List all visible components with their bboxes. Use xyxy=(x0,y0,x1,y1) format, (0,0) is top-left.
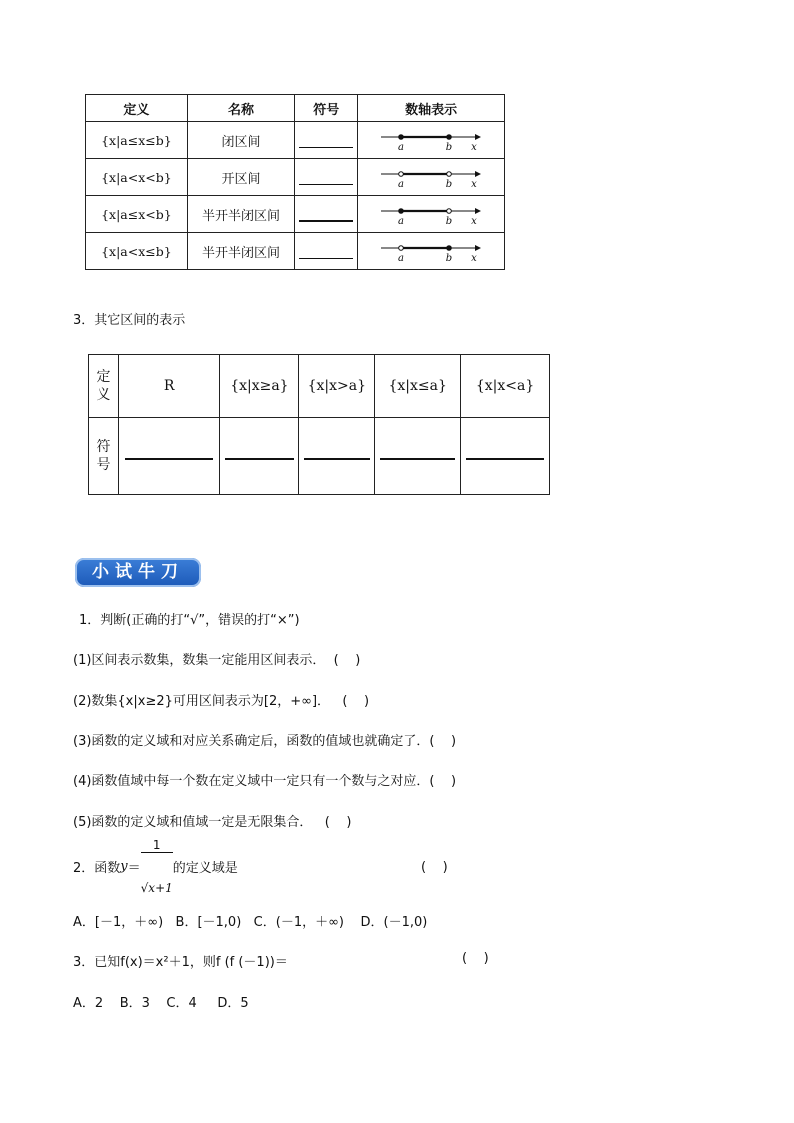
definition-row xyxy=(89,355,550,418)
symbol-blank[interactable] xyxy=(380,450,455,460)
q3-answer-paren: ( ) xyxy=(462,951,489,966)
endpoint-a xyxy=(399,209,404,214)
question-3-stem: 3．已知f(x)＝x²＋1，则f (f (－1))＝ xyxy=(73,955,288,970)
label-a: a xyxy=(398,253,405,263)
label-a: a xyxy=(398,216,405,226)
header-number-line: 数轴表示 xyxy=(358,95,505,122)
symbol-blank[interactable] xyxy=(299,133,353,148)
endpoint-a xyxy=(399,172,404,177)
endpoint-a xyxy=(399,246,404,251)
question-1-item: (4)函数值域中每一个数在定义域中一定只有一个数与之对应．( ) xyxy=(73,774,457,789)
number-line-diagram xyxy=(379,239,483,263)
header-symbol: 符号 xyxy=(295,95,358,122)
interval-table xyxy=(85,94,505,270)
row-header-text: 符号 xyxy=(96,439,111,473)
endpoint-b xyxy=(447,246,452,251)
symbol-cell xyxy=(295,122,358,159)
label-b: b xyxy=(445,253,453,263)
definition-cell: {x|x≥a} xyxy=(220,355,299,418)
symbol-blank[interactable] xyxy=(225,450,294,460)
label-x: x xyxy=(471,179,477,189)
symbol-cell xyxy=(295,159,358,196)
symbol-cell[interactable] xyxy=(220,418,299,495)
label-a: a xyxy=(398,142,405,152)
question-1-item: (2)数集{x|x≥2}可用区间表示为[2，+∞]． ( ) xyxy=(73,694,370,709)
row-header-text: 定义 xyxy=(96,369,111,403)
question-1-title: 1．判断(正确的打“√”，错误的打“×”) xyxy=(79,613,300,628)
number-line-diagram xyxy=(379,165,483,189)
header-definition: 定义 xyxy=(86,95,188,122)
axis-arrow xyxy=(475,245,481,251)
other-intervals-table xyxy=(88,354,550,495)
question-2-stem xyxy=(73,837,238,895)
q2-denominator: √x+1 xyxy=(140,880,173,895)
row-header-symbol xyxy=(89,418,119,495)
number-line-diagram xyxy=(379,202,483,226)
symbol-blank[interactable] xyxy=(304,450,370,460)
row-header-definition xyxy=(89,355,119,418)
table-row xyxy=(86,122,505,159)
symbol-blank[interactable] xyxy=(299,244,353,259)
symbol-cell[interactable] xyxy=(461,418,550,495)
endpoint-b xyxy=(447,209,452,214)
name-cell: 开区间 xyxy=(187,159,294,196)
section-title: 3．其它区间的表示 xyxy=(73,313,186,328)
question-3-options: A．2 B．3 C．4 D．5 xyxy=(73,996,249,1011)
interval-table-header xyxy=(86,95,505,122)
question-1-item: (3)函数的定义域和对应关系确定后，函数的值域也就确定了．( ) xyxy=(73,734,457,749)
label-b: b xyxy=(445,216,453,226)
definition-cell: {x|a≤x<b} xyxy=(86,196,188,233)
label-b: b xyxy=(445,142,453,152)
q2-variable: y xyxy=(120,858,128,874)
q2-numerator: 1 xyxy=(141,838,173,853)
symbol-blank[interactable] xyxy=(466,450,543,460)
q2-prefix: 2．函数 xyxy=(73,860,121,876)
axis-arrow xyxy=(475,171,481,177)
symbol-cell xyxy=(295,196,358,233)
definition-cell: R xyxy=(118,355,220,418)
q2-fraction xyxy=(141,810,173,923)
definition-cell: {x|x>a} xyxy=(299,355,375,418)
axis-arrow xyxy=(475,134,481,140)
symbol-blank[interactable] xyxy=(299,170,353,185)
symbol-cell[interactable] xyxy=(375,418,461,495)
axis-arrow xyxy=(475,208,481,214)
question-2-options: A．[－1，＋∞) B．[－1,0) C．(－1，＋∞) D．(－1,0) xyxy=(73,915,428,930)
definition-cell: {x|x<a} xyxy=(461,355,550,418)
table-row xyxy=(86,233,505,270)
symbol-cell[interactable] xyxy=(118,418,220,495)
question-1-item: (1)区间表示数集，数集一定能用区间表示． ( ) xyxy=(73,653,361,668)
number-line-diagram xyxy=(379,128,483,152)
q2-answer-paren: ( ) xyxy=(421,860,448,875)
section-badge: 小试牛刀 xyxy=(75,558,201,587)
definition-cell: {x|a≤x≤b} xyxy=(86,122,188,159)
endpoint-b xyxy=(447,172,452,177)
number-line-cell xyxy=(358,159,505,196)
number-line-cell xyxy=(358,233,505,270)
label-b: b xyxy=(445,179,453,189)
q2-equals: ＝ xyxy=(127,860,141,876)
number-line-cell xyxy=(358,196,505,233)
number-line-cell xyxy=(358,122,505,159)
symbol-row xyxy=(89,418,550,495)
symbol-cell[interactable] xyxy=(299,418,375,495)
name-cell: 半开半闭区间 xyxy=(187,233,294,270)
definition-cell: {x|a<x<b} xyxy=(86,159,188,196)
name-cell: 半开半闭区间 xyxy=(187,196,294,233)
symbol-blank[interactable] xyxy=(125,450,213,460)
symbol-blank[interactable] xyxy=(299,206,353,222)
label-x: x xyxy=(471,253,477,263)
question-1-item: (5)函数的定义域和值域一定是无限集合． ( ) xyxy=(73,815,352,830)
symbol-cell xyxy=(295,233,358,270)
label-x: x xyxy=(471,142,477,152)
endpoint-a xyxy=(399,135,404,140)
table-row xyxy=(86,159,505,196)
header-name: 名称 xyxy=(187,95,294,122)
name-cell: 闭区间 xyxy=(187,122,294,159)
definition-cell: {x|a<x≤b} xyxy=(86,233,188,270)
definition-cell: {x|x≤a} xyxy=(375,355,461,418)
label-x: x xyxy=(471,216,477,226)
endpoint-b xyxy=(447,135,452,140)
q2-suffix: 的定义域是 xyxy=(172,860,238,876)
table-row xyxy=(86,196,505,233)
label-a: a xyxy=(398,179,405,189)
